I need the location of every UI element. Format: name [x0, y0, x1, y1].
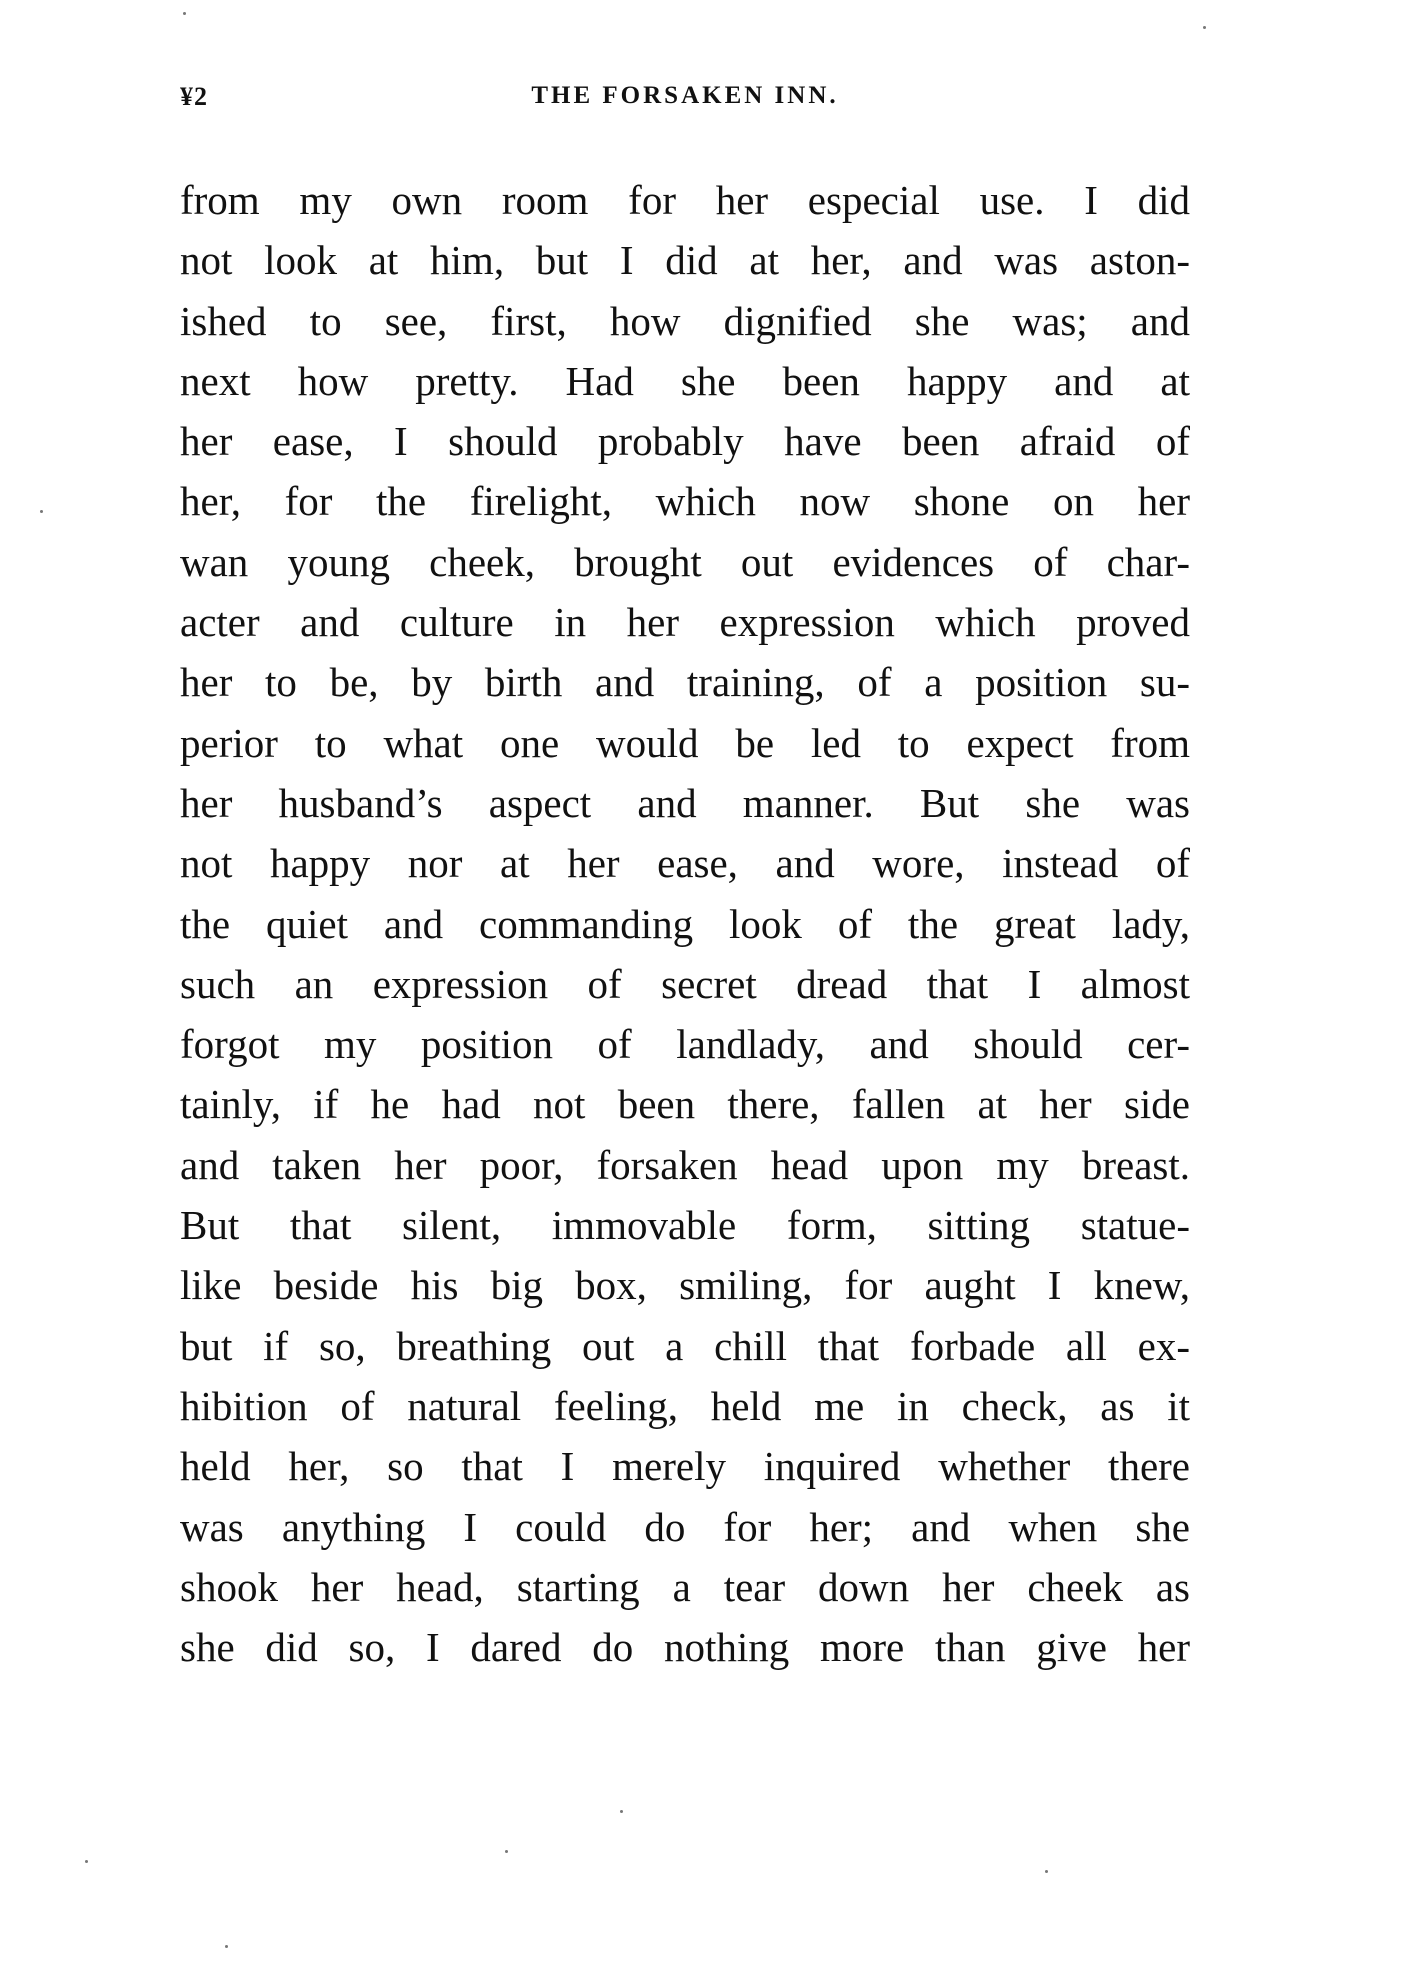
- text-line: forgot my position of landlady, and should cer-: [180, 1021, 1190, 1068]
- text-line: her to be, by birth and training, of a position su-: [180, 659, 1190, 706]
- text-line: and taken her poor, forsaken head upon my breast.: [180, 1141, 1190, 1188]
- text-line: But that silent, immovable form, sitting statue-: [180, 1202, 1190, 1249]
- paper-speck: [1045, 1870, 1048, 1873]
- text-line: was anything I could do for her; and when she: [180, 1503, 1190, 1550]
- text-line: her, for the firelight, which now shone on her: [180, 478, 1190, 525]
- text-line: wan young cheek, brought out evidences of char-: [180, 538, 1190, 585]
- text-line: but if so, breathing out a chill that forbade all ex-: [180, 1322, 1190, 1369]
- text-line: held her, so that I merely inquired whether there: [180, 1443, 1190, 1490]
- text-line: such an expression of secret dread that I almost: [180, 960, 1190, 1007]
- text-line: not look at him, but I did at her, and was aston-: [180, 237, 1190, 284]
- body-text: [180, 170, 1190, 1677]
- text-line: acter and culture in her expression which proved: [180, 599, 1190, 646]
- text-line: next how pretty. Had she been happy and at: [180, 357, 1190, 404]
- paper-speck: [505, 1850, 508, 1853]
- text-line: she did so, I dared do nothing more than give her: [180, 1624, 1190, 1671]
- paper-speck: [85, 1860, 88, 1863]
- page-number: ¥2: [180, 82, 208, 111]
- text-line: ished to see, first, how dignified she was; and: [180, 297, 1190, 344]
- paper-speck: [1203, 26, 1206, 29]
- text-line: the quiet and commanding look of the great lady,: [180, 900, 1190, 947]
- text-line: tainly, if he had not been there, fallen at her side: [180, 1081, 1190, 1128]
- text-line: her husband’s aspect and manner. But she was: [180, 779, 1190, 826]
- running-head: [180, 82, 1190, 122]
- paper-speck: [183, 12, 186, 15]
- text-line: perior to what one would be led to expect from: [180, 719, 1190, 766]
- text-line: her ease, I should probably have been afraid of: [180, 418, 1190, 465]
- text-line: not happy nor at her ease, and wore, instead of: [180, 840, 1190, 887]
- paper-speck: [620, 1810, 623, 1813]
- text-line: like beside his big box, smiling, for aught I knew,: [180, 1262, 1190, 1309]
- text-line: from my own room for her especial use. I did: [180, 177, 1190, 223]
- running-title: THE FORSAKEN INN.: [531, 82, 839, 109]
- text-line: shook her head, starting a tear down her cheek as: [180, 1563, 1190, 1610]
- paper-speck: [225, 1945, 228, 1948]
- paper-speck: [40, 510, 43, 513]
- text-line: hibition of natural feeling, held me in check, as it: [180, 1382, 1190, 1429]
